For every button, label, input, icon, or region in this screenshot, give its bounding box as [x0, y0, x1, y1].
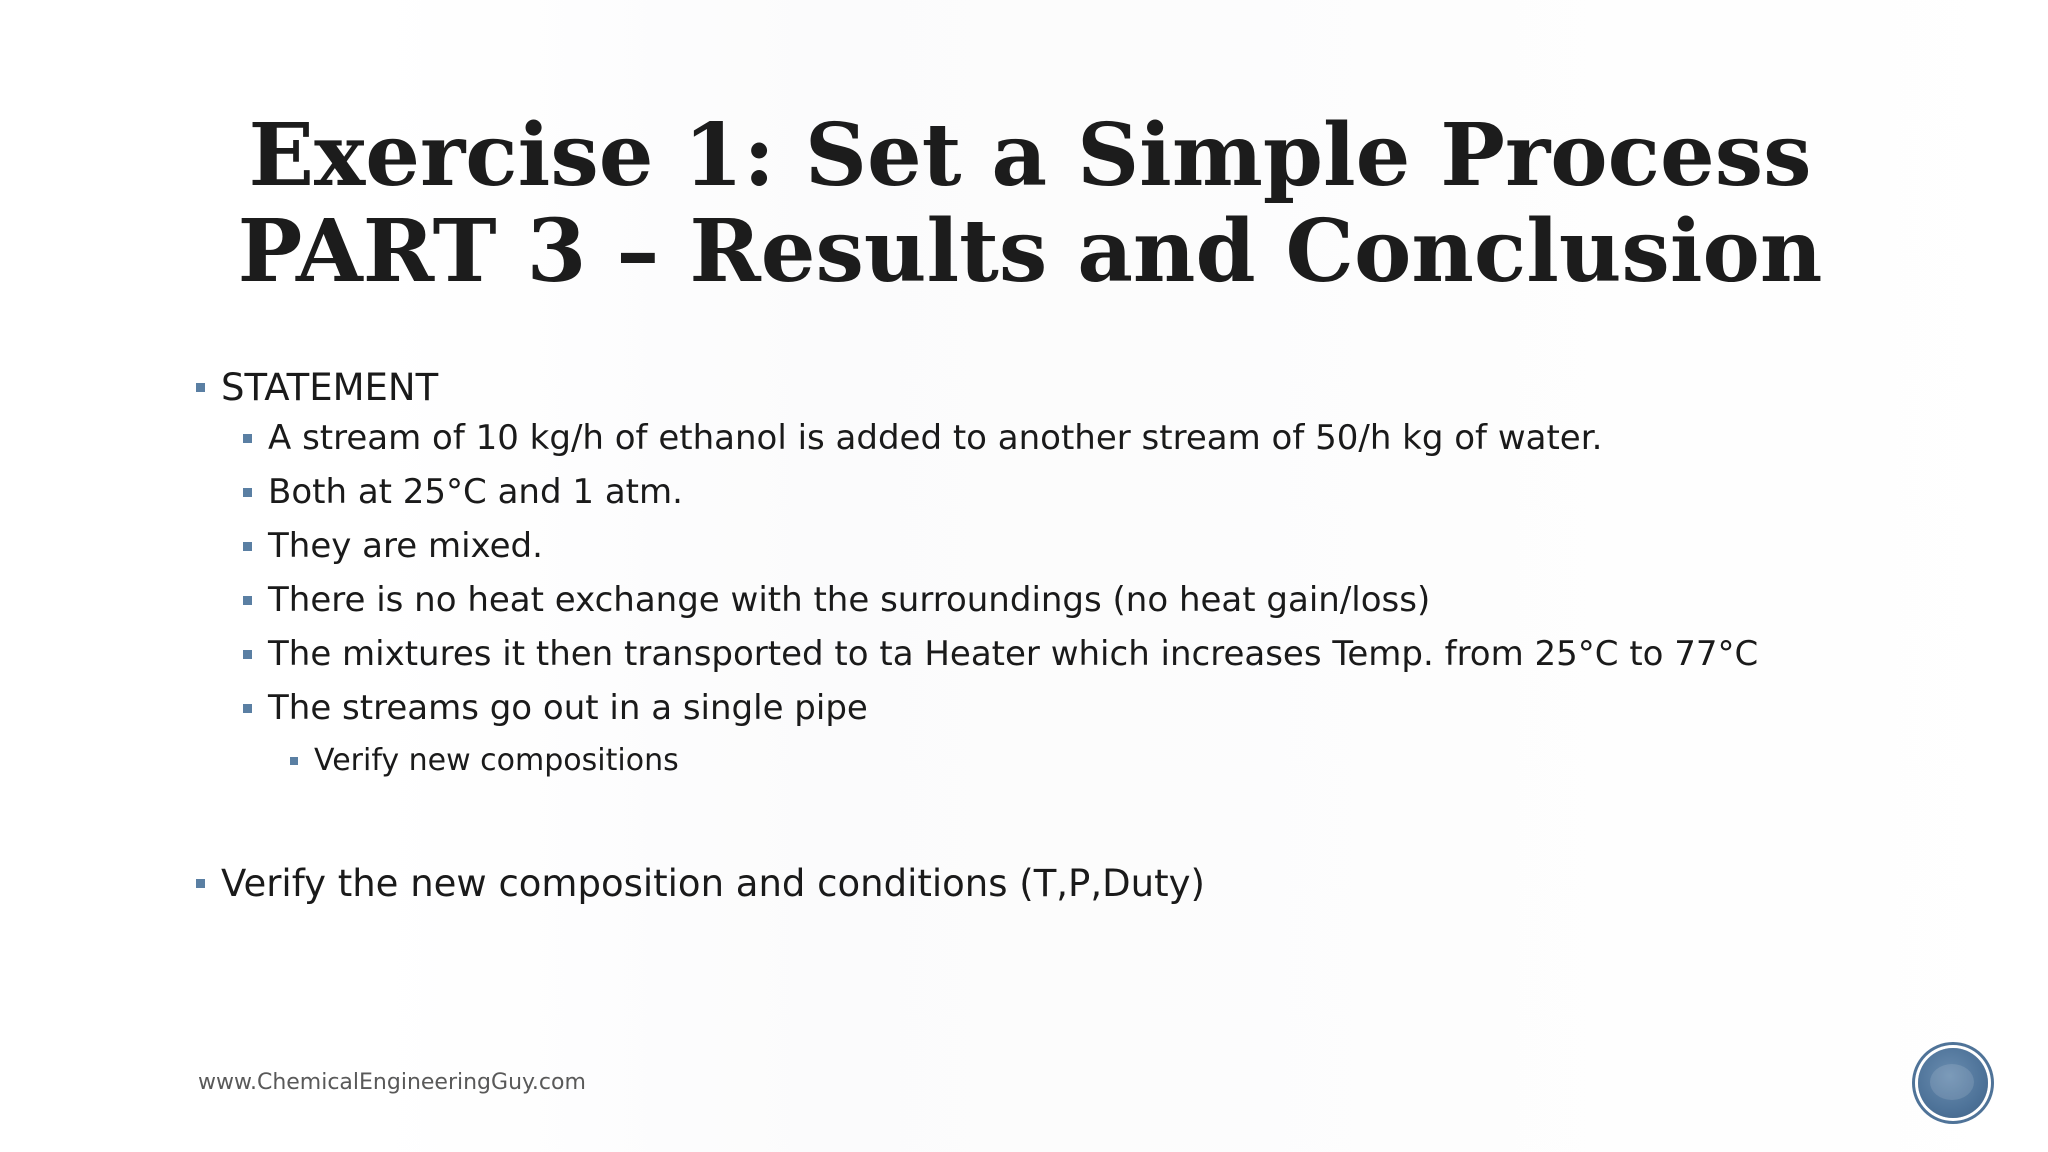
sub-bullet-6 [243, 688, 868, 728]
bullet-statement [196, 366, 438, 409]
bullet-square-icon [243, 434, 252, 443]
bullet-text: Verify new compositions [314, 743, 679, 778]
sub-bullet-5 [243, 634, 1758, 674]
sub-bullet-1 [243, 418, 1602, 458]
bullet-square-icon [243, 650, 252, 659]
bullet-text: The streams go out in a single pipe [268, 688, 868, 728]
slide-title [160, 105, 1900, 302]
sub-sub-bullet-1 [290, 743, 679, 778]
bullet-square-icon [243, 596, 252, 605]
bullet-square-icon [243, 704, 252, 713]
bullet-text: Both at 25°C and 1 atm. [268, 472, 683, 512]
bullet-text: Verify the new composition and conditions (T,P,Duty) [221, 862, 1205, 905]
bullet-text: A stream of 10 kg/h of ethanol is added to another stream of 50/h kg of water. [268, 418, 1603, 458]
bullet-text: There is no heat exchange with the surroundings (no heat gain/loss) [268, 580, 1431, 620]
footer-url[interactable]: www.ChemicalEngineeringGuy.com [198, 1070, 586, 1095]
title-line-2: PART 3 – Results and Conclusion [237, 201, 1823, 302]
bullet-square-icon [243, 542, 252, 551]
bullet-verify [196, 862, 1205, 905]
sub-bullet-3 [243, 526, 543, 566]
sub-bullet-2 [243, 472, 683, 512]
bullet-square-icon [243, 488, 252, 497]
bullet-square-icon [196, 879, 205, 888]
bullet-square-icon [196, 383, 205, 392]
sub-bullet-4 [243, 580, 1430, 620]
circle-logo-icon [1918, 1048, 1988, 1118]
bullet-text: STATEMENT [221, 366, 439, 409]
bullet-text: The mixtures it then transported to ta Heater which increases Temp. from 25°C to 77°C [268, 634, 1759, 674]
bullet-text: They are mixed. [268, 526, 543, 566]
title-line-1: Exercise 1: Set a Simple Process [248, 105, 1812, 206]
bullet-square-icon [290, 757, 298, 765]
